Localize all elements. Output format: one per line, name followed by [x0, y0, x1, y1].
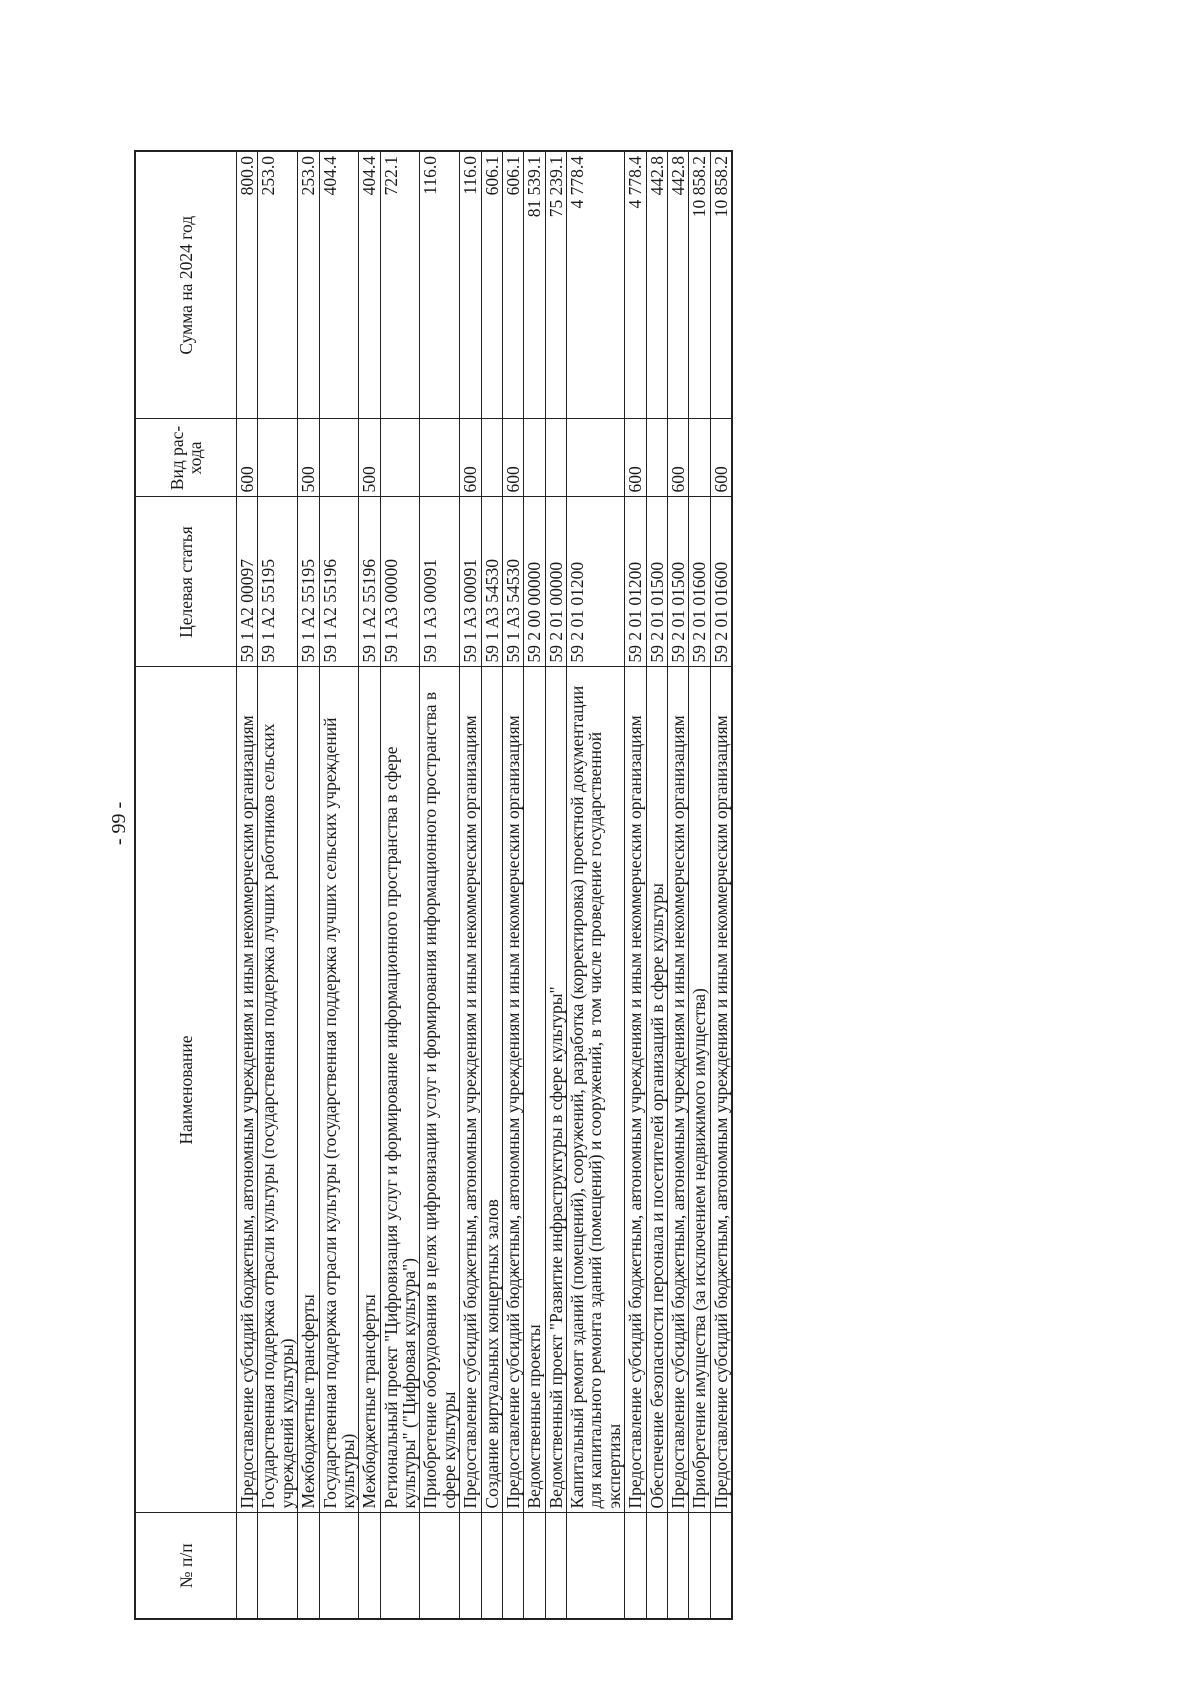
- cell-target: 59 1 A3 00091: [420, 497, 460, 667]
- cell-name: Предоставление субсидий бюджетным, автономным учреждениям и иным некоммерческим организациям: [502, 667, 523, 1513]
- cell-num: [689, 1513, 710, 1619]
- header-name: Наименование: [135, 667, 237, 1513]
- cell-name: Капитальный ремонт зданий (помещений), сооружений, разработка (корректировка) проектной документации для капитального ремонта зданий (помещений) и сооружений, в том числе проведение государственной экспертизы: [567, 667, 625, 1513]
- cell-type: 600: [237, 419, 258, 497]
- cell-sum: 606.1: [481, 151, 502, 419]
- cell-type: [420, 419, 460, 497]
- page-number: - 99 -: [108, 801, 131, 846]
- cell-type: [524, 419, 545, 497]
- cell-type: [545, 419, 566, 497]
- header-target: Целевая статья: [135, 497, 237, 667]
- table-row: [502, 151, 523, 1619]
- cell-num: [524, 1513, 545, 1619]
- header-sum: Сумма на 2024 год: [135, 151, 237, 419]
- cell-type: 600: [625, 419, 646, 497]
- cell-name: Государственная поддержка отрасли культуры (государственная поддержка лучших сельских учреждений культуры): [319, 667, 359, 1513]
- cell-num: [625, 1513, 646, 1619]
- cell-sum: 116.0: [420, 151, 460, 419]
- cell-name: Межбюджетные трансферты: [359, 667, 380, 1513]
- cell-sum: 800.0: [237, 151, 258, 419]
- cell-sum: 116.0: [460, 151, 481, 419]
- cell-name: Предоставление субсидий бюджетным, автономным учреждениям и иным некоммерческим организациям: [460, 667, 481, 1513]
- table-row: [380, 151, 420, 1619]
- table-row: [319, 151, 359, 1619]
- cell-name: Создание виртуальных концертных залов: [481, 667, 502, 1513]
- cell-sum: 404.4: [359, 151, 380, 419]
- cell-num: [359, 1513, 380, 1619]
- table-body: [237, 151, 733, 1619]
- cell-type: [567, 419, 625, 497]
- cell-target: 59 1 A2 55196: [319, 497, 359, 667]
- cell-target: 59 2 01 01600: [710, 497, 732, 667]
- cell-name: Ведомственные проекты: [524, 667, 545, 1513]
- table-row: [298, 151, 319, 1619]
- table-row: [567, 151, 625, 1619]
- cell-sum: 404.4: [319, 151, 359, 419]
- cell-target: 59 2 00 00000: [524, 497, 545, 667]
- table-row: [667, 151, 688, 1619]
- cell-name: Приобретение оборудования в целях цифровизации услуг и формирования информационного пространства в сфере культуры: [420, 667, 460, 1513]
- cell-name: Приобретение имущества (за исключением недвижимого имущества): [689, 667, 710, 1513]
- cell-type: [689, 419, 710, 497]
- cell-name: Государственная поддержка отрасли культуры (государственная поддержка лучших работников сельских учреждений культуры): [258, 667, 298, 1513]
- table-row: [545, 151, 566, 1619]
- cell-num: [258, 1513, 298, 1619]
- cell-num: [298, 1513, 319, 1619]
- cell-name: Обеспечение безопасности персонала и посетителей организаций в сфере культуры: [646, 667, 667, 1513]
- cell-sum: 253.0: [258, 151, 298, 419]
- header-num: № п/п: [135, 1513, 237, 1619]
- header-type: Вид рас- хода: [135, 419, 237, 497]
- cell-name: Межбюджетные трансферты: [298, 667, 319, 1513]
- table-row: [237, 151, 258, 1619]
- cell-name: Предоставление субсидий бюджетным, автономным учреждениям и иным некоммерческим организациям: [625, 667, 646, 1513]
- cell-num: [237, 1513, 258, 1619]
- cell-num: [667, 1513, 688, 1619]
- table-row: [524, 151, 545, 1619]
- cell-target: 59 1 A3 00000: [380, 497, 420, 667]
- cell-target: 59 1 A3 54530: [502, 497, 523, 667]
- cell-num: [380, 1513, 420, 1619]
- budget-table: [134, 150, 733, 1620]
- cell-type: 500: [298, 419, 319, 497]
- cell-sum: 442.8: [667, 151, 688, 419]
- cell-sum: 10 858.2: [710, 151, 732, 419]
- cell-type: 600: [710, 419, 732, 497]
- cell-target: 59 1 A2 00097: [237, 497, 258, 667]
- cell-target: 59 2 01 01500: [646, 497, 667, 667]
- cell-num: [646, 1513, 667, 1619]
- cell-target: 59 2 01 01200: [625, 497, 646, 667]
- table-header-row: [135, 151, 237, 1619]
- cell-sum: 606.1: [502, 151, 523, 419]
- cell-sum: 81 539.1: [524, 151, 545, 419]
- cell-target: 59 2 01 00000: [545, 497, 566, 667]
- cell-name: Региональный проект "Цифровизация услуг и формирование информационного пространства в сфере культуры" ("Цифровая культура"): [380, 667, 420, 1513]
- cell-type: [481, 419, 502, 497]
- cell-type: 600: [667, 419, 688, 497]
- cell-type: [319, 419, 359, 497]
- table-row: [710, 151, 732, 1619]
- cell-sum: 442.8: [646, 151, 667, 419]
- cell-sum: 253.0: [298, 151, 319, 419]
- cell-sum: 4 778.4: [567, 151, 625, 419]
- cell-target: 59 1 A3 54530: [481, 497, 502, 667]
- cell-name: Предоставление субсидий бюджетным, автономным учреждениям и иным некоммерческим организациям: [667, 667, 688, 1513]
- cell-sum: 722.1: [380, 151, 420, 419]
- cell-num: [567, 1513, 625, 1619]
- cell-type: [380, 419, 420, 497]
- cell-num: [481, 1513, 502, 1619]
- cell-num: [710, 1513, 732, 1619]
- cell-target: 59 2 01 01200: [567, 497, 625, 667]
- table-row: [420, 151, 460, 1619]
- cell-type: [258, 419, 298, 497]
- cell-target: 59 2 01 01600: [689, 497, 710, 667]
- cell-sum: 75 239.1: [545, 151, 566, 419]
- table-row: [689, 151, 710, 1619]
- cell-num: [420, 1513, 460, 1619]
- table-row: [625, 151, 646, 1619]
- cell-name: Предоставление субсидий бюджетным, автономным учреждениям и иным некоммерческим организациям: [237, 667, 258, 1513]
- cell-target: 59 1 A3 00091: [460, 497, 481, 667]
- cell-type: [646, 419, 667, 497]
- cell-num: [319, 1513, 359, 1619]
- cell-sum: 4 778.4: [625, 151, 646, 419]
- cell-sum: 10 858.2: [689, 151, 710, 419]
- rotated-table-container: [134, 152, 1044, 1620]
- cell-type: 600: [502, 419, 523, 497]
- cell-type: 500: [359, 419, 380, 497]
- table-row: [460, 151, 481, 1619]
- table-row: [258, 151, 298, 1619]
- cell-target: 59 1 A2 55195: [258, 497, 298, 667]
- cell-num: [545, 1513, 566, 1619]
- cell-target: 59 2 01 01500: [667, 497, 688, 667]
- cell-name: Ведомственный проект "Развитие инфраструктуры в сфере культуры": [545, 667, 566, 1513]
- cell-type: 600: [460, 419, 481, 497]
- cell-name: Предоставление субсидий бюджетным, автономным учреждениям и иным некоммерческим организациям: [710, 667, 732, 1513]
- table-row: [481, 151, 502, 1619]
- cell-num: [502, 1513, 523, 1619]
- table-row: [646, 151, 667, 1619]
- cell-target: 59 1 A2 55196: [359, 497, 380, 667]
- cell-target: 59 1 A2 55195: [298, 497, 319, 667]
- table-row: [359, 151, 380, 1619]
- cell-num: [460, 1513, 481, 1619]
